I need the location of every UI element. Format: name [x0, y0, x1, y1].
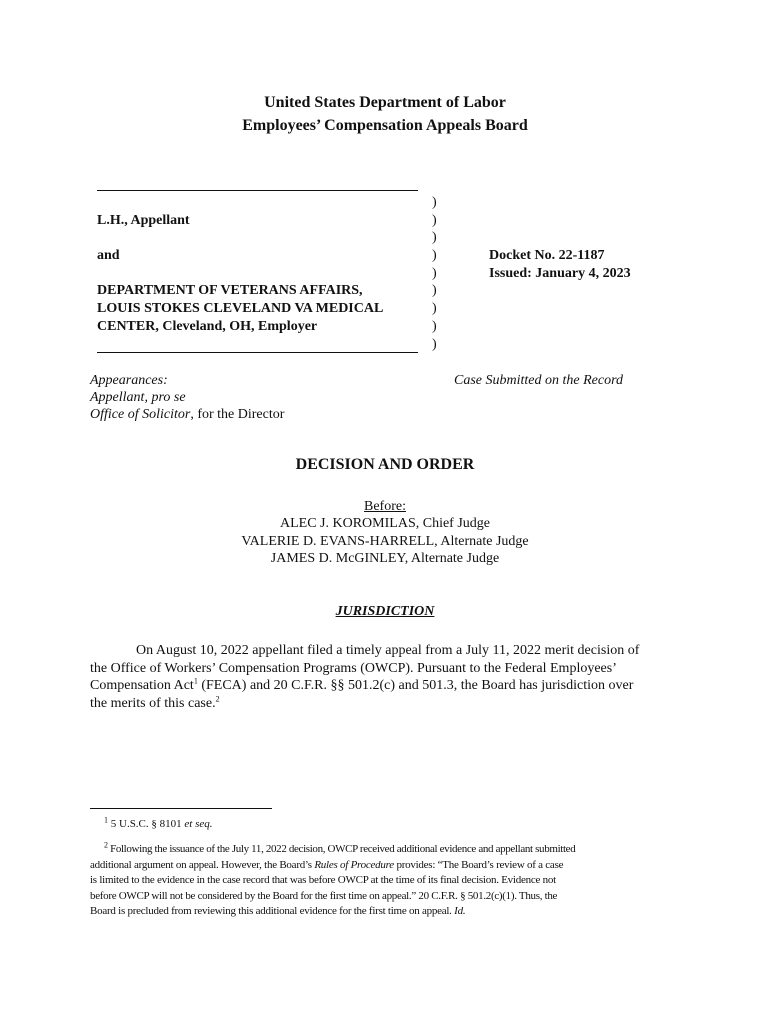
footnote-2-line-2 [90, 858, 563, 874]
board-title: Employees’ Compensation Appeals Board [242, 117, 528, 134]
caption-bottom-rule [97, 352, 418, 353]
jurisdiction-line-4 [90, 695, 220, 713]
footnote-2-line-4: before OWCP will not be considered by the Board for the first time on appeal.” 20 C.F.R. § 501.2(c)(1). Thus, the [90, 890, 558, 902]
footnote-1-italic: et seq. [184, 818, 213, 830]
footnote-2-line-1 [104, 842, 575, 858]
solicitor-role: , for the Director [190, 407, 285, 422]
paren: ) [432, 248, 437, 264]
employer-line-1: DEPARTMENT OF VETERANS AFFAIRS, [97, 283, 363, 298]
appearance-solicitor [90, 406, 284, 424]
footnote-1 [104, 817, 213, 833]
appearance-appellant [90, 389, 186, 407]
jurisdiction-heading: JURISDICTION [335, 604, 435, 619]
appellant-name: L.H., Appellant [97, 213, 190, 228]
caption-and: and [97, 248, 120, 263]
docket-number: Docket No. 22-1187 [489, 248, 605, 263]
paren: ) [432, 230, 437, 246]
paren: ) [432, 212, 437, 228]
judge-2: VALERIE D. EVANS-HARRELL, Alternate Judge [241, 534, 529, 549]
appellant-role: , pro se [144, 390, 186, 405]
footnote-2-line-3: is limited to the evidence in the case record that was before OWCP at the time of its final decision. Evidence not [90, 874, 556, 886]
footnote-2-line-5 [90, 904, 465, 920]
caption-paren-column [432, 194, 442, 353]
employer-line-2: LOUIS STOKES CLEVELAND VA MEDICAL [97, 301, 384, 316]
footnote-2-text: Following the issuance of the July 11, 2022 decision, OWCP received additional evidence and appellant submitted [110, 843, 576, 855]
solicitor-party: Office of Solicitor [90, 407, 191, 422]
caption-top-rule [97, 190, 418, 191]
jurisdiction-line-1: On August 10, 2022 appellant filed a timely appeal from a July 11, 2022 merit decision of [136, 643, 640, 658]
paren: ) [432, 336, 437, 352]
employer-line-3: CENTER, Cleveland, OH, Employer [97, 319, 318, 334]
id-citation: Id. [454, 905, 466, 917]
judge-3: JAMES D. McGINLEY, Alternate Judge [270, 551, 500, 566]
text-fragment: Board is precluded from reviewing this additional evidence for the first time on appeal. [90, 905, 455, 917]
text-fragment: additional argument on appeal. However, the Board’s [90, 859, 315, 871]
text-fragment: Compensation Act [90, 678, 194, 693]
before-label [0, 499, 770, 515]
paren: ) [432, 301, 437, 317]
footnote-ref-1[interactable]: 1 [193, 676, 198, 686]
paren: ) [432, 283, 437, 299]
footnote-separator [90, 808, 272, 809]
appearances-label: Appearances: [90, 373, 168, 388]
rules-of-procedure: Rules of Procedure [314, 859, 394, 871]
jurisdiction-line-3 [90, 677, 633, 695]
before-text: Before: [364, 499, 406, 514]
paren: ) [432, 265, 437, 281]
footnote-1-text: 5 U.S.C. § 8101 [110, 818, 185, 830]
case-submitted-note: Case Submitted on the Record [454, 373, 624, 388]
agency-title: United States Department of Labor [264, 94, 506, 111]
paren: ) [432, 318, 437, 334]
decision-title: DECISION AND ORDER [295, 456, 475, 473]
footnote-ref-2[interactable]: 2 [215, 694, 220, 704]
footnote-2-number: 2 [104, 840, 108, 850]
text-fragment: the merits of this case. [90, 696, 216, 711]
text-fragment: (FECA) and 20 C.F.R. §§ 501.2(c) and 501.3, the Board has jurisdiction over [197, 678, 634, 693]
footnote-1-number: 1 [104, 815, 108, 825]
judge-1: ALEC J. KOROMILAS, Chief Judge [280, 516, 490, 531]
jurisdiction-line-2: the Office of Workers’ Compensation Programs (OWCP). Pursuant to the Federal Employees’ [90, 661, 617, 676]
text-fragment: provides: “The Board’s review of a case [393, 859, 564, 871]
paren: ) [432, 195, 437, 210]
appellant-party: Appellant [90, 390, 145, 405]
issued-date: Issued: January 4, 2023 [489, 266, 631, 281]
